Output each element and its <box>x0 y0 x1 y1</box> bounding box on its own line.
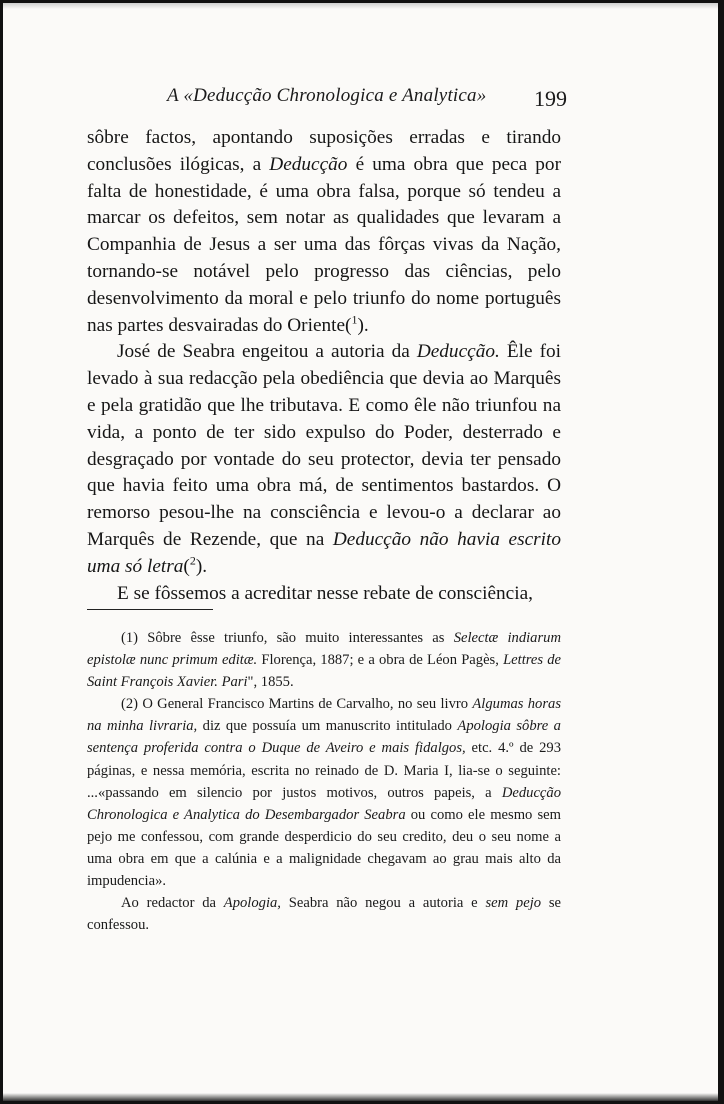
italic-run: Apologia sôbre a sentença proferida contra o Duque de Aveiro e mais fidalgos, <box>87 718 561 757</box>
text-run: O General Francisco Martins de Carvalho, no seu livro <box>138 696 473 713</box>
footnote-3 <box>87 892 561 936</box>
text-run: Florença, 1887; e a obra de Léon Pagès, <box>257 652 504 669</box>
text-run: E se fôssemos a acreditar nesse rebate de consciência, <box>117 582 533 604</box>
paragraph-3 <box>87 581 561 608</box>
italic-run: Algumas horas na minha livraria, <box>87 696 561 735</box>
text-run: José de Seabra engeitou a autoria da <box>117 341 417 363</box>
text-run: sôbre factos, apontando suposições erradas e tirando conclusões ilógicas, a <box>87 127 561 175</box>
page-header <box>87 85 567 115</box>
main-text <box>87 125 561 607</box>
text-run: ). <box>195 555 208 577</box>
page-number: 199 <box>534 86 567 111</box>
text-run: ou como ele mesmo sem pejo me confessou, com grande desperdicio do seu credito, deu o seu nome a uma obra em que a calúnia e a malignidade chegavam ao grau mais alto da impudencia». <box>87 806 562 890</box>
paragraph-1 <box>87 125 561 339</box>
italic-run: sem pejo <box>485 895 542 912</box>
italic-run: Selectæ indiarum epistolæ nunc primum editæ. <box>87 630 561 669</box>
text-run: se confessou. <box>87 895 562 934</box>
footnote-2 <box>87 693 561 892</box>
footnotes <box>87 627 561 936</box>
footnotes-divider <box>87 609 213 610</box>
paragraph-2 <box>87 339 561 580</box>
italic-run: Apologia, <box>223 895 281 912</box>
footnote-reference: 1 <box>351 312 358 327</box>
text-run: ( <box>183 555 190 577</box>
italic-run: Deducção não havia escrito uma só letra <box>87 528 562 577</box>
text-run: Sôbre êsse triunfo, são muito interessantes as <box>138 630 454 646</box>
running-title: A «Deducção Chronologica e Analytica» <box>167 85 487 106</box>
italic-run: Lettres de Saint François Xavier. Pari <box>87 652 562 691</box>
footnote-marker: (2) <box>121 696 139 713</box>
text-run: ). <box>357 314 369 336</box>
footnote-reference: 2 <box>189 553 196 568</box>
italic-run: Deducção. <box>416 341 500 363</box>
text-run: etc. 4.º de 293 páginas, e nessa memória, escrita no reinado de D. Maria I, lia-se o seguinte: ...«passando em silencio por justos motivos, outros papeis, a <box>87 740 561 801</box>
text-run: Ao redactor da <box>121 895 224 912</box>
italic-run: Deducção Chronologica e Analytica do Desembargador Seabra <box>87 784 561 823</box>
text-run: diz que possuía um manuscrito intitulado <box>197 718 458 735</box>
text-run: Seabra não negou a autoria e <box>280 895 486 912</box>
text-run: ", 1855. <box>247 674 294 691</box>
text-run: é uma obra que peca por falta de honestidade, é uma obra falsa, porque só tendeu a marcar os defeitos, sem notar as qualidades que levaram a Companhia de Jesus a ser uma das fôrças vivas da Nação, tornando-se notável pelo progresso das ciências, pelo desenvolvimento da moral e pelo triunfo do nome português nas partes desvairadas do Oriente( <box>87 153 561 336</box>
footnote-1 <box>87 627 561 693</box>
italic-run: Deducção <box>269 153 348 175</box>
footnote-marker: (1) <box>121 630 139 646</box>
text-run: Êle foi levado à sua redacção pela obediência que devia ao Marquês e pela gratidão que lhe tributava. E como êle não triunfou na vida, a ponto de ter sido expulso do Poder, desterrado e desgraçado por vontade do seu protector, devia ter pensado que havia feito uma obra má, de sentimentos bastardos. O remorso pesou-lhe na consciência e levou-o a declarar ao Marquês de Rezende, que na <box>87 341 561 550</box>
